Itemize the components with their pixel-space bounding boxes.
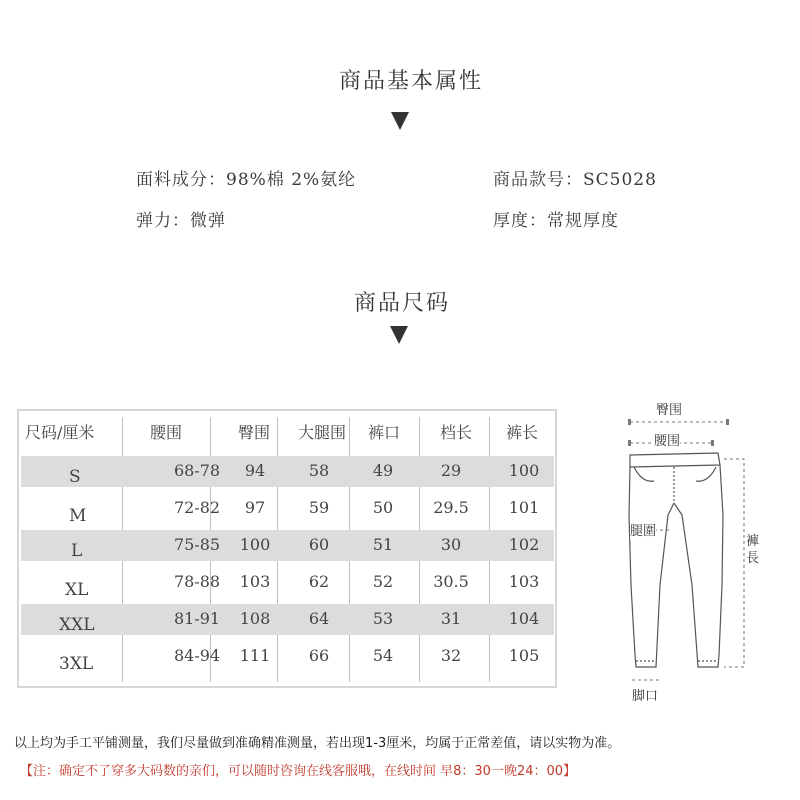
table-cell: 53 <box>372 609 394 628</box>
table-cell: 84-94 <box>173 646 221 665</box>
table-header-cell: 裤长 <box>505 423 538 442</box>
table-row <box>19 453 555 489</box>
table-header-cell: 裤口 <box>367 423 400 442</box>
size-label: 3XL <box>59 654 94 674</box>
table-header-row <box>19 415 555 451</box>
size-label: M <box>69 506 87 526</box>
table-cell: 64 <box>308 609 330 628</box>
size-table <box>17 409 557 688</box>
table-cell: 58 <box>308 461 330 480</box>
table-header-cell: 臀围 <box>237 423 270 442</box>
table-cell: 103 <box>239 572 271 591</box>
table-header-cell: 尺码/厘米 <box>25 423 95 442</box>
table-cell: 97 <box>244 498 266 517</box>
table-row <box>19 490 555 526</box>
table-cell: 50 <box>372 498 394 517</box>
elasticity: 弹力：微弹 <box>136 211 226 231</box>
table-header-cell: 大腿围 <box>297 423 346 442</box>
table-cell: 62 <box>308 572 330 591</box>
table-cell: 29 <box>440 461 462 480</box>
table-cell: 32 <box>440 646 462 665</box>
table-cell: 31 <box>440 609 462 628</box>
diagram-label-hem: 脚口 <box>632 685 658 704</box>
table-header-cell: 腰围 <box>149 423 182 442</box>
fabric-composition: 面料成分：98%棉 2%氨纶 <box>136 170 357 190</box>
down-triangle-icon <box>391 112 409 130</box>
table-cell: 111 <box>239 646 271 665</box>
size-label: XXL <box>59 615 95 635</box>
diagram-label-thigh: 腿圍 <box>630 520 656 539</box>
section-title-basic-attributes: 商品基本属性 <box>339 69 484 94</box>
measurement-note: 以上均为手工平铺测量，我们尽量做到准确精准测量，若出现1-3厘米，均属于正常差值，请以实物为准。 <box>14 736 621 751</box>
pants-illustration <box>612 385 792 705</box>
size-label: S <box>69 467 81 487</box>
thickness: 厚度：常规厚度 <box>493 211 619 231</box>
pants-measurement-diagram <box>612 385 792 705</box>
table-header-cell: 档长 <box>439 423 472 442</box>
table-cell: 101 <box>508 498 540 517</box>
table-cell: 75-85 <box>173 535 221 554</box>
table-cell: 108 <box>239 609 271 628</box>
table-cell: 72-82 <box>173 498 221 517</box>
table-cell: 29.5 <box>433 498 469 517</box>
table-cell: 54 <box>372 646 394 665</box>
diagram-label-hip: 臀围 <box>656 399 682 418</box>
table-cell: 100 <box>239 535 271 554</box>
table-cell: 52 <box>372 572 394 591</box>
size-label: XL <box>65 580 89 600</box>
table-cell: 66 <box>308 646 330 665</box>
diagram-label-length: 褲長 <box>746 534 760 566</box>
table-cell: 100 <box>508 461 540 480</box>
table-cell: 68-78 <box>173 461 221 480</box>
table-cell: 105 <box>508 646 540 665</box>
table-cell: 59 <box>308 498 330 517</box>
table-cell: 51 <box>372 535 394 554</box>
table-cell: 104 <box>508 609 540 628</box>
customer-service-note: 【注：确定不了穿多大码数的亲们，可以随时咨询在线客服哦，在线时间 早8：30一晚24：00】 <box>20 764 577 779</box>
table-cell: 60 <box>308 535 330 554</box>
item-number: 商品款号：SC5028 <box>493 170 657 190</box>
diagram-label-waist: 腰围 <box>654 430 680 449</box>
table-cell: 94 <box>244 461 266 480</box>
table-cell: 30.5 <box>433 572 469 591</box>
table-row <box>19 638 555 674</box>
table-cell: 49 <box>372 461 394 480</box>
table-cell: 30 <box>440 535 462 554</box>
down-triangle-icon <box>390 326 408 344</box>
table-row <box>19 601 555 637</box>
table-row <box>19 527 555 563</box>
table-cell: 103 <box>508 572 540 591</box>
table-row <box>19 564 555 600</box>
section-title-size: 商品尺码 <box>354 291 451 316</box>
size-label: L <box>71 541 83 561</box>
table-cell: 78-88 <box>173 572 221 591</box>
table-cell: 81-91 <box>173 609 221 628</box>
table-cell: 102 <box>508 535 540 554</box>
